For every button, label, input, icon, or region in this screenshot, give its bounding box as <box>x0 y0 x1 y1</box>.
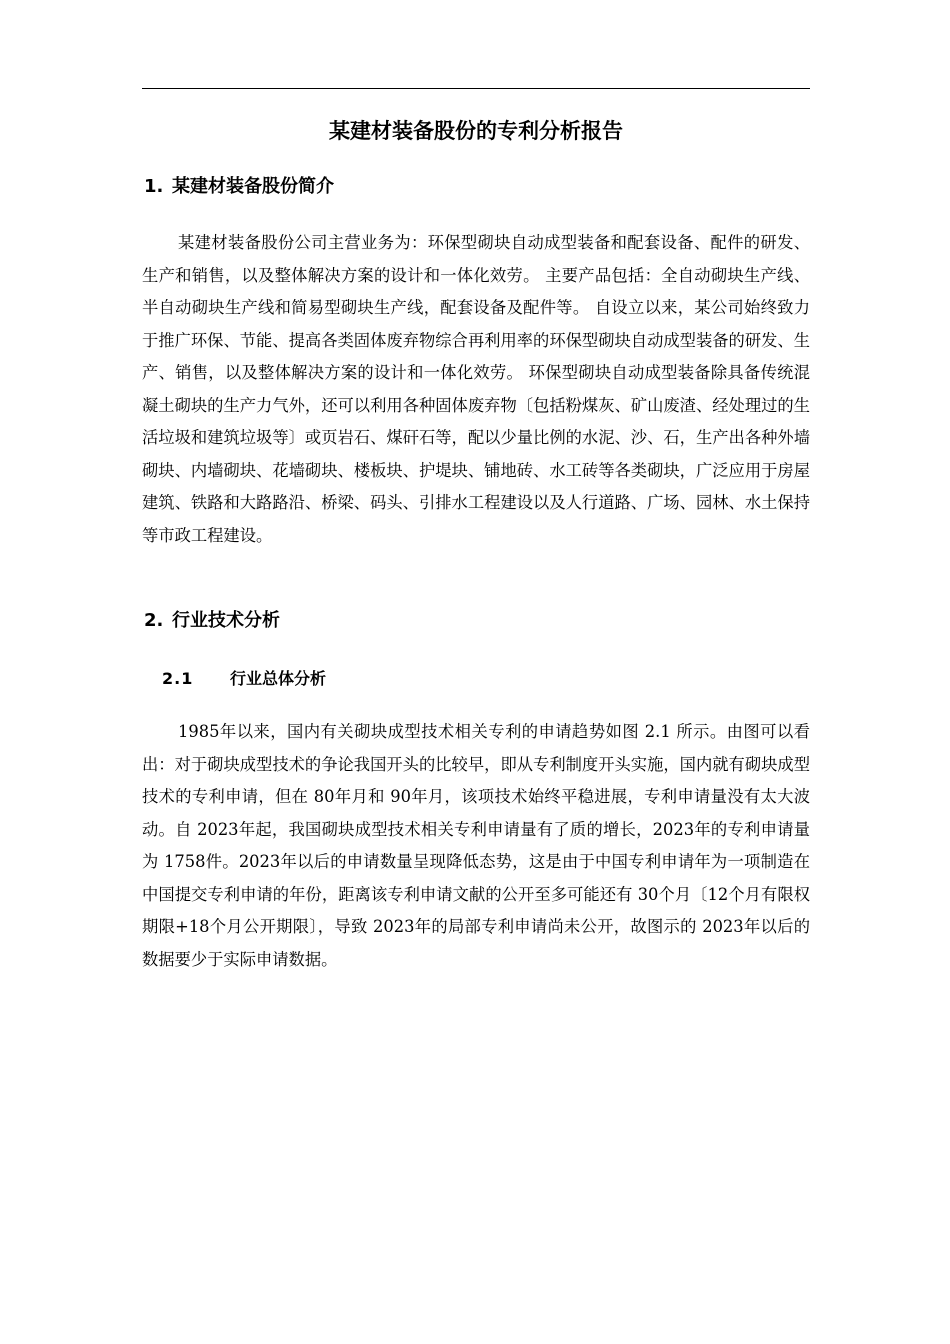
section-2-heading <box>144 608 280 634</box>
section-1-heading <box>144 174 334 200</box>
subsection-2-1-heading <box>162 667 326 691</box>
section-1-title: 某建材装备股份简介 <box>172 176 334 197</box>
subsection-2-1-paragraph: 1985年以来，国内有关砌块成型技术相关专利的申请趋势如图 2.1 所示。由图可以看出：对于砌块成型技术的争论我国开头的比较早，即从专利制度开头实施，国内就有砌块成型技术的专利申请，但在 80年月和 90年月，该项技术始终平稳进展，专利申请量没有太大波动。自 2023年起，我国砌块成型技术相关专利申请量有了质的增长，2023年的专利申请量为 1758件。2023年以后的申请数量呈现降低态势，这是由于中国专利申请年为一项制造在中国提交专利申请的年份，距离该专利申请文献的公开至多可能还有 30个月〔12个月有限权期限+18个月公开期限〕，导致 2023年的局部专利申请尚未公开，故图示的 2023年以后的数据要少于实际申请数据。 <box>142 722 810 969</box>
section-2-number: 2. <box>144 610 164 631</box>
section-1-paragraph: 某建材装备股份公司主营业务为：环保型砌块自动成型装备和配套设备、配件的研发、生产和销售，以及整体解决方案的设计和一体化效劳。 主要产品包括：全自动砌块生产线、半自动砌块生产线和简易型砌块生产线，配套设备及配件等。 自设立以来，某公司始终致力于推广环保、节能、提高各类固体废弃物综合再利用率的环保型砌块自动成型装备的研发、生产、销售，以及整体解决方案的设计和一体化效劳。 环保型砌块自动成型装备除具备传统混凝土砌块的生产力气外，还可以利用各种固体废弃物〔包括粉煤灰、矿山废渣、经处理过的生活垃圾和建筑垃圾等〕或页岩石、煤矸石等，配以少量比例的水泥、沙、石，生产出各种外墙砌块、内墙砌块、花墙砌块、楼板块、护堤块、铺地砖、水工砖等各类砌块，广泛应用于房屋建筑、铁路和大路路沿、桥梁、码头、引排水工程建设以及人行道路、广场、园林、水土保持等市政工程建设。 <box>142 233 810 545</box>
section-1-number: 1. <box>144 176 164 197</box>
section-2-title: 行业技术分析 <box>172 610 280 631</box>
document-title: 某建材装备股份的专利分析报告 <box>329 119 623 143</box>
subsection-2-1-title: 行业总体分析 <box>230 669 327 688</box>
header-rule <box>142 88 810 89</box>
subsection-2-1-number: 2.1 <box>162 669 194 688</box>
